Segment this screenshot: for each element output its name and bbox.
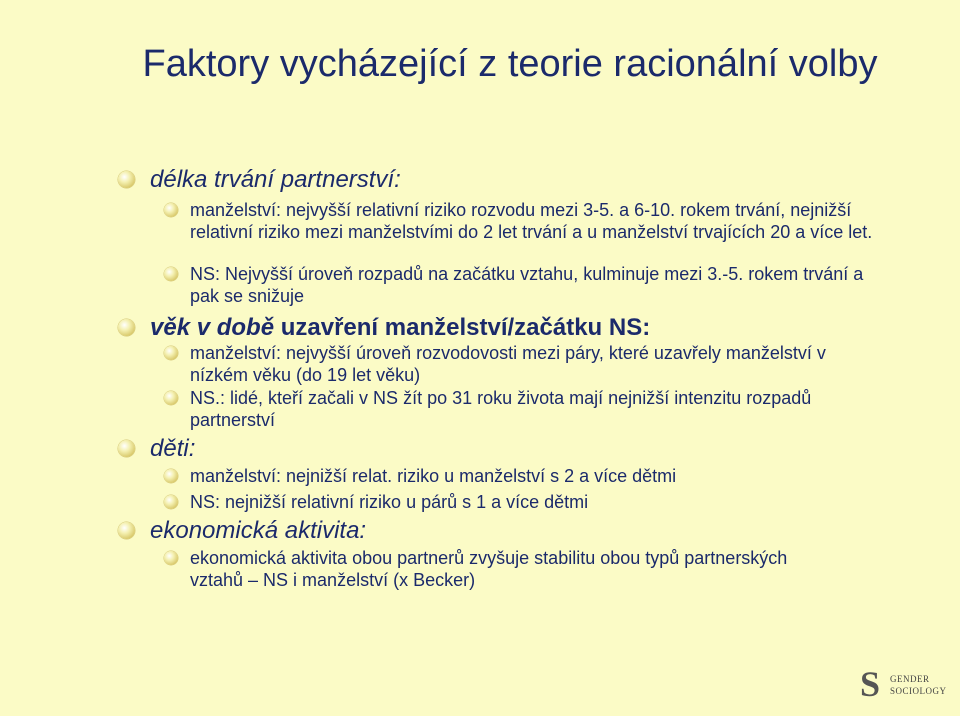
bullet-icon [164, 551, 178, 565]
section-heading: ekonomická aktivita: [150, 517, 367, 544]
list-item: manželství: nejvyšší úroveň rozvodovosti mezi páry, které uzavřely manželství v nízkém věku (do 19 let věku) [190, 343, 826, 385]
section-heading [150, 314, 650, 342]
list-item: NS: Nejvyšší úroveň rozpadů na začátku vztahu, kulminuje mezi 3.-5. rokem trvání a pak se snižuje [190, 264, 864, 306]
bullet-icon [118, 522, 135, 539]
bullet-icon [164, 346, 178, 360]
logo-mark: S [860, 664, 881, 704]
list-item: NS: nejnižší relativní riziko u párů s 1 a více dětmi [190, 492, 589, 512]
slide-title: Faktory vycházející z teorie racionální volby [142, 43, 878, 85]
section-heading: délka trvání partnerství: [150, 166, 401, 193]
bullet-icon [118, 319, 135, 336]
list-item: manželství: nejvyšší relativní riziko rozvodu mezi 3-5. a 6-10. rokem trvání, nejnižší relativní riziko mezi manželstvími do 2 let trvání a u manželství trvajících 20 a více let. [190, 200, 873, 242]
section-heading: děti: [150, 435, 196, 462]
list-item: NS.: lidé, kteří začali v NS žít po 31 roku života mají nejnižší intenzitu rozpadů partnerství [190, 388, 812, 430]
bullet-icon [164, 469, 178, 483]
bullet-icon [118, 440, 135, 457]
bullet-icon [118, 171, 135, 188]
gender-sociology-logo [860, 664, 947, 704]
bullet-icon [164, 495, 178, 509]
bullet-icon [164, 391, 178, 405]
section-heading-part: věk v době [150, 314, 275, 341]
list-item: manželství: nejnižší relat. riziko u manželství s 2 a více dětmi [190, 466, 677, 486]
logo-text-line2: SOCIOLOGY [890, 686, 947, 696]
logo-text-line1: GENDER [890, 674, 930, 684]
bullet-icon [164, 203, 178, 217]
list-item: ekonomická aktivita obou partnerů zvyšuje stabilitu obou typů partnerských vztahů – NS i manželství (x Becker) [190, 548, 788, 590]
bullet-icon [164, 267, 178, 281]
section-heading-part: uzavření manželství/začátku NS: [274, 314, 651, 341]
